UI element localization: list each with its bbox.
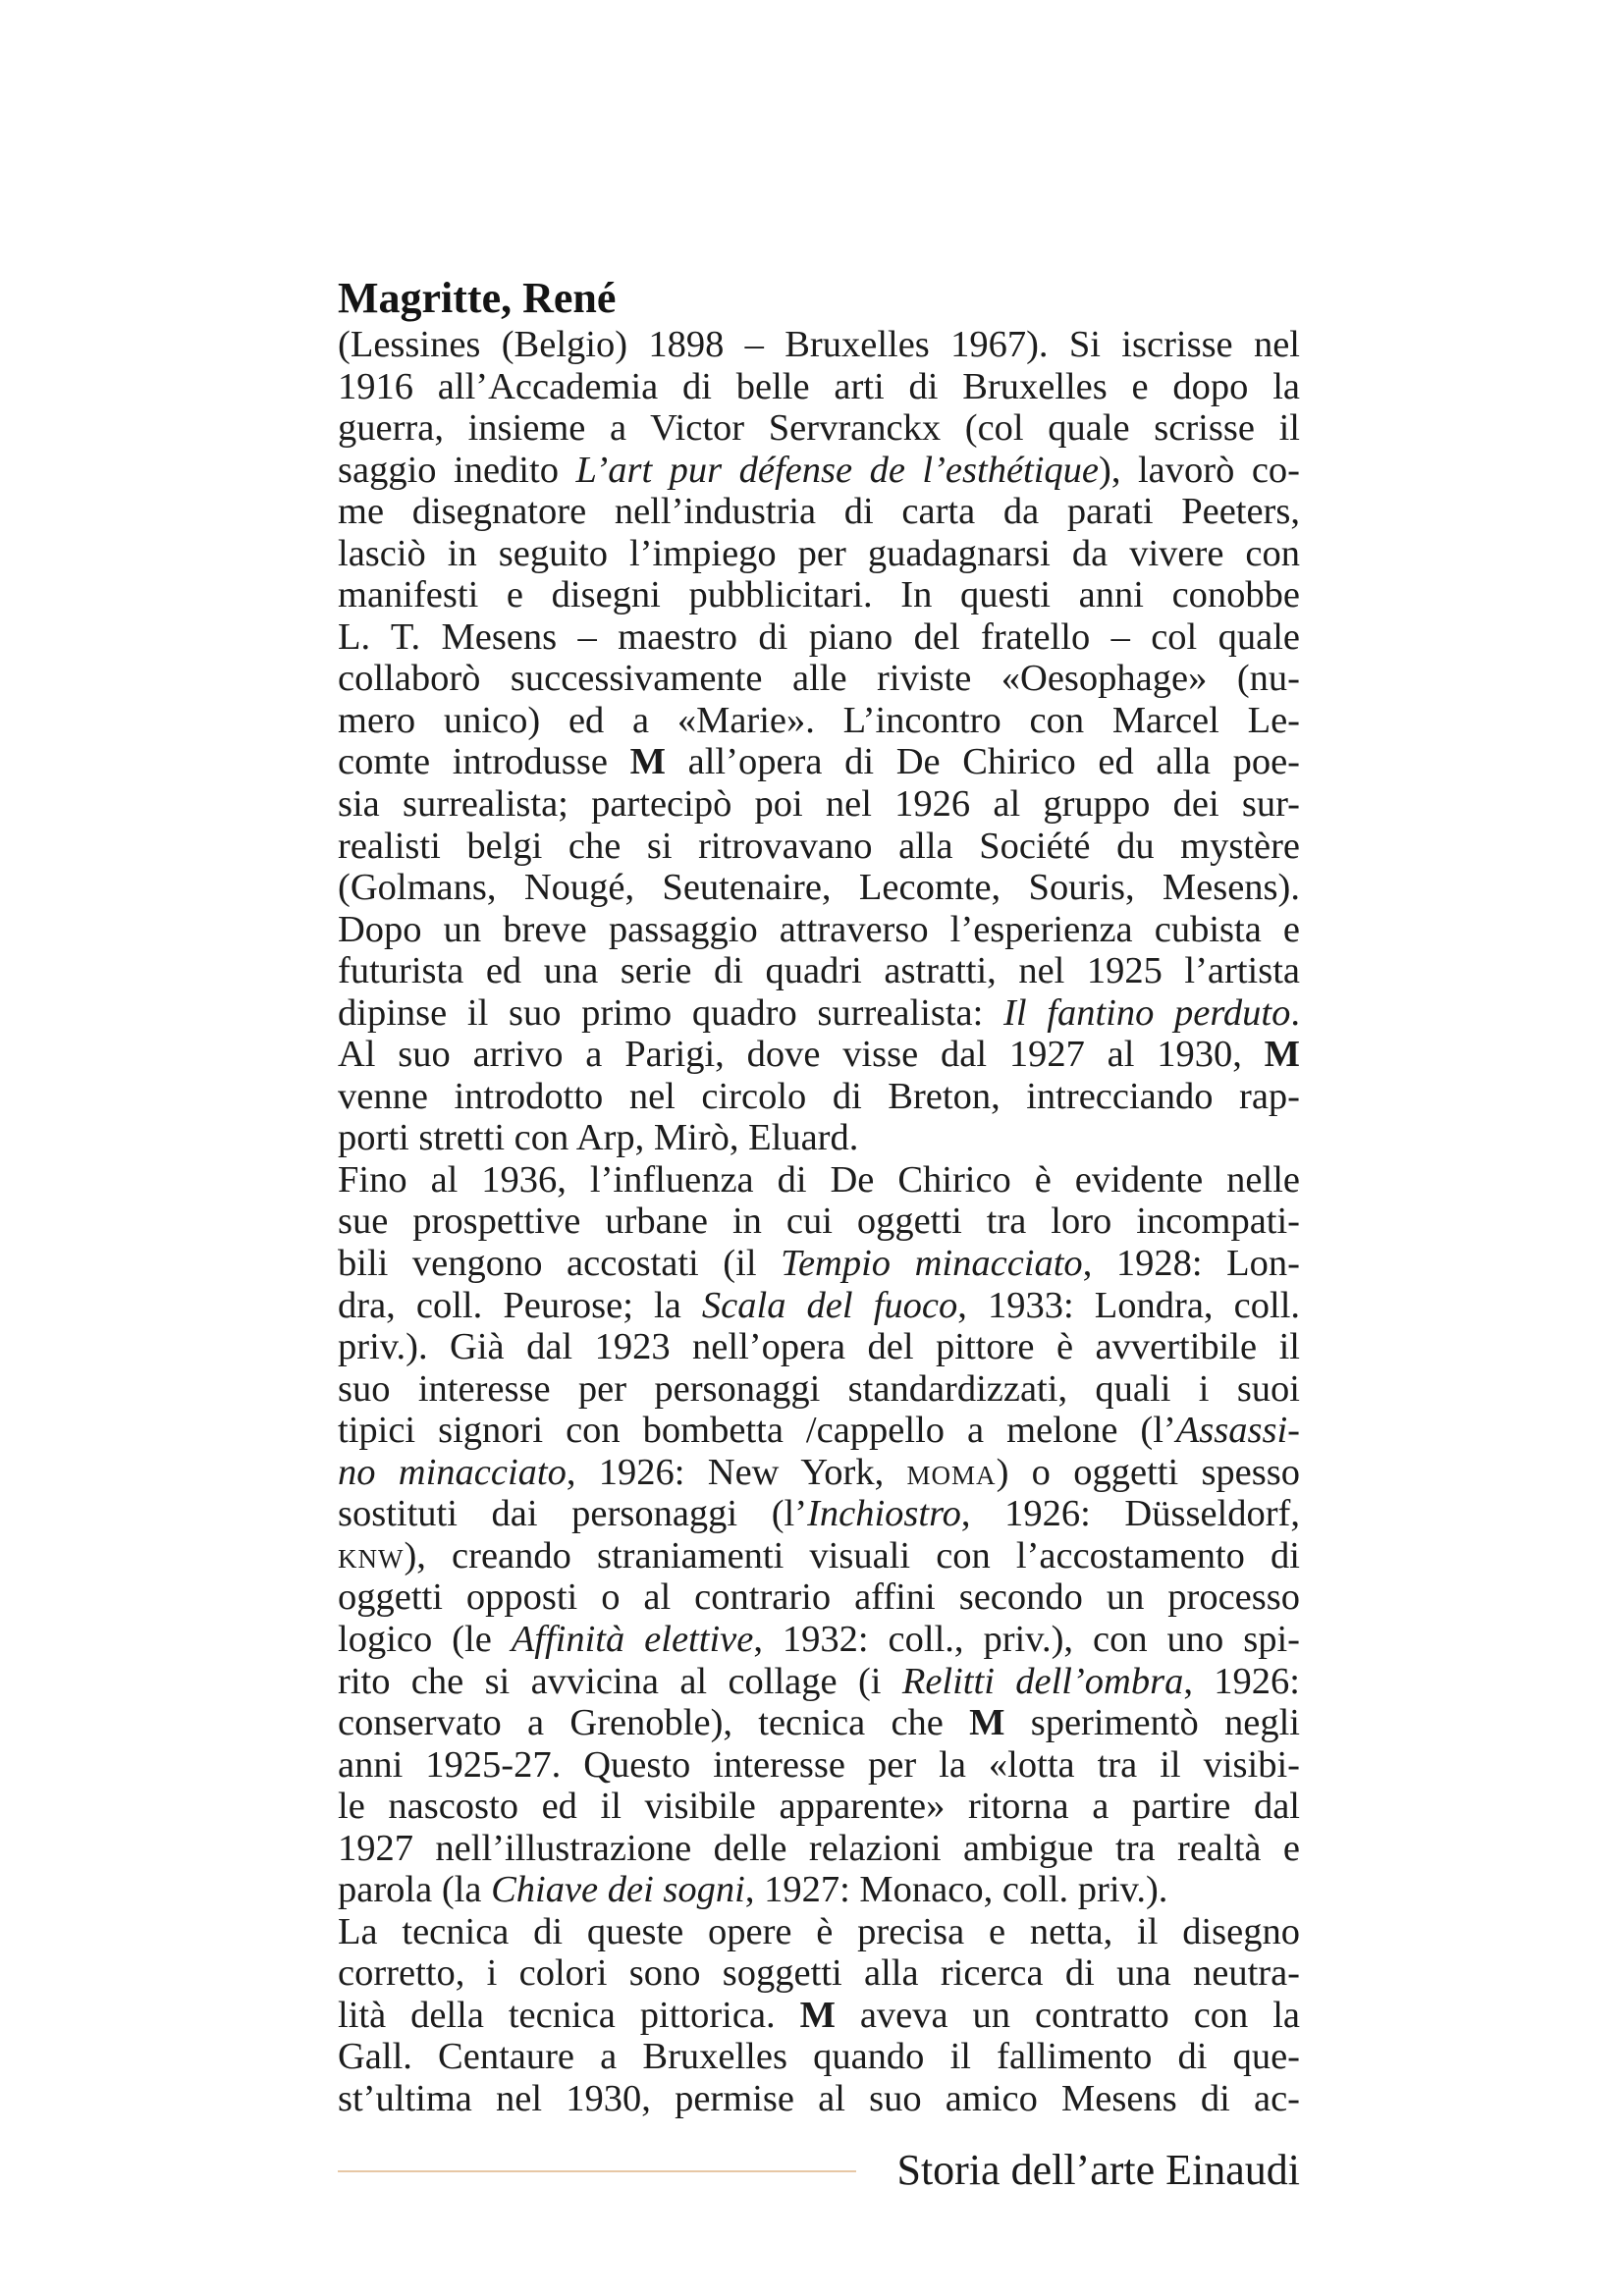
text-segment: parola (la [338, 1869, 492, 1911]
text-segment: me disegnatore nell’industria di carta da parati Peeters, [338, 491, 1300, 533]
entry-title: Magritte, René [338, 274, 617, 322]
text-segment: , 1932: coll., priv.), con uno spi- [753, 1618, 1300, 1660]
text-segment: futurista ed una serie di quadri astratti, nel 1925 l’artista [338, 950, 1300, 992]
text-segment: , 1926: New York, [566, 1451, 907, 1493]
text-segment: guerra, insieme a Victor Servranckx (col quale scrisse il [338, 407, 1300, 450]
text-segment: conservato a Grenoble), tecnica che [338, 1702, 970, 1744]
text-line [338, 533, 1300, 575]
text-line [338, 1619, 1300, 1661]
text-segment: lasciò in seguito l’impiego per guadagnarsi da vivere con [338, 532, 1300, 574]
artwork-title: no minacciato [338, 1451, 567, 1493]
text-line [338, 950, 1300, 992]
text-line [338, 1410, 1300, 1452]
text-line [338, 616, 1300, 659]
text-segment: , 1926: [1183, 1660, 1300, 1702]
entry-body [338, 324, 1300, 2120]
text-line [338, 658, 1300, 700]
text-line [338, 1576, 1300, 1619]
text-segment: 1916 all’Accademia di belle arti di Bruxelles e dopo la [338, 365, 1300, 407]
text-line [338, 1493, 1300, 1535]
text-segment: . [1290, 991, 1300, 1034]
text-segment: , 1933: Londra, coll. [957, 1284, 1301, 1326]
text-segment: , 1927: Monaco, coll. priv.). [744, 1869, 1168, 1911]
collection-acronym: knw [338, 1534, 405, 1576]
artwork-title: Chiave dei sogni [491, 1869, 745, 1911]
text-line [338, 741, 1300, 783]
text-segment: lità della tecnica pittorica. [338, 1994, 800, 2036]
text-line [338, 826, 1300, 868]
text-segment: realisti belgi che si ritrovavano alla Société du mystère [338, 825, 1300, 867]
text-line [338, 1201, 1300, 1243]
text-segment: aveva un contratto con la [835, 1994, 1300, 2036]
text-line [338, 1869, 1300, 1911]
text-segment: dra, coll. Peurose; la [338, 1284, 702, 1326]
text-line [338, 1786, 1300, 1828]
text-segment: corretto, i colori sono soggetti alla ricerca di una neutra- [338, 1952, 1300, 1995]
text-line [338, 909, 1300, 951]
text-segment: sostituti dai personaggi (l’ [338, 1493, 808, 1535]
text-line [338, 1995, 1300, 2037]
text-segment: st’ultima nel 1930, permise al suo amico Mesens di ac- [338, 2077, 1300, 2119]
footer-publication-title: Storia dell’arte Einaudi [896, 2146, 1300, 2194]
artwork-title: Assassi- [1175, 1410, 1300, 1452]
text-line [338, 407, 1300, 450]
text-segment: (Golmans, Nougé, Seutenaire, Lecomte, Souris, Mesens). [338, 867, 1300, 909]
text-line [338, 1326, 1300, 1368]
text-line [338, 1117, 1300, 1159]
text-line [338, 1243, 1300, 1285]
artwork-title: Il fantino perduto [1003, 991, 1291, 1034]
text-segment: logico (le [338, 1618, 512, 1660]
text-segment: tipici signori con bombetta /cappello a melone (l’ [338, 1410, 1176, 1452]
text-segment: sia surrealista; partecipò poi nel 1926 al gruppo dei sur- [338, 783, 1300, 826]
artwork-title: Tempio minacciato [781, 1243, 1083, 1285]
artist-abbreviation: M [629, 741, 666, 783]
text-line [338, 1452, 1300, 1494]
text-segment: saggio inedito [338, 449, 576, 491]
text-segment: Al suo arrivo a Parigi, dove visse dal 1927 al 1930, [338, 1034, 1265, 1076]
text-segment: le nascosto ed il visibile apparente» ritorna a partire dal [338, 1786, 1300, 1828]
text-segment: dipinse il suo primo quadro surrealista: [338, 991, 1004, 1034]
text-segment: mero unico) ed a «Marie». L’incontro con Marcel Le- [338, 699, 1300, 741]
text-segment: ), creando straniamenti visuali con l’accostamento di [404, 1534, 1300, 1576]
text-line [338, 1911, 1300, 1953]
artwork-title: Scala del fuoco [701, 1284, 958, 1326]
footer-rule [338, 2170, 856, 2172]
text-line [338, 574, 1300, 616]
text-segment: Fino al 1936, l’influenza di De Chirico è evidente nelle [338, 1158, 1300, 1201]
text-segment: comte introdusse [338, 741, 630, 783]
text-segment: priv.). Già dal 1923 nell’opera del pittore è avvertibile il [338, 1326, 1300, 1368]
text-line [338, 867, 1300, 909]
text-line [338, 1828, 1300, 1870]
text-segment: L. T. Mesens – maestro di piano del fratello – col quale [338, 615, 1300, 658]
text-line [338, 1368, 1300, 1411]
artist-abbreviation: M [1264, 1034, 1300, 1076]
text-line [338, 1744, 1300, 1787]
text-segment: La tecnica di queste opere è precisa e netta, il disegno [338, 1910, 1300, 1952]
text-line [338, 1034, 1300, 1076]
text-segment: , 1926: Düsseldorf, [960, 1493, 1300, 1535]
text-line [338, 783, 1300, 826]
text-segment: anni 1925-27. Questo interesse per la «lotta tra il visibi- [338, 1743, 1300, 1786]
text-segment: suo interesse per personaggi standardizzati, quali i suoi [338, 1367, 1300, 1410]
artwork-title: Inchiostro [807, 1493, 961, 1535]
text-segment: manifesti e disegni pubblicitari. In questi anni conobbe [338, 574, 1300, 616]
text-line [338, 1285, 1300, 1327]
text-segment: Dopo un breve passaggio attraverso l’esperienza cubista e [338, 908, 1300, 950]
text-segment: sperimentò negli [1004, 1702, 1300, 1744]
text-line [338, 491, 1300, 533]
text-segment: oggetti opposti o al contrario affini secondo un processo [338, 1576, 1300, 1619]
artwork-title: Affinità elettive [511, 1618, 754, 1660]
text-line [338, 2036, 1300, 2078]
text-line [338, 324, 1300, 366]
text-segment: all’opera di De Chirico ed alla poe- [666, 741, 1301, 783]
text-line [338, 1661, 1300, 1703]
artist-abbreviation: M [969, 1702, 1005, 1744]
text-segment: 1927 nell’illustrazione delle relazioni ambigue tra realtà e [338, 1827, 1300, 1869]
text-segment: bili vengono accostati (il [338, 1243, 782, 1285]
text-segment: ), lavorò co- [1099, 449, 1300, 491]
text-line [338, 2078, 1300, 2120]
text-segment: sue prospettive urbane in cui oggetti tra loro incompati- [338, 1201, 1300, 1243]
text-line [338, 700, 1300, 742]
artwork-title: L’art pur défense de l’esthétique [575, 449, 1100, 491]
text-segment: (Lessines (Belgio) 1898 – Bruxelles 1967). Si iscrisse nel [338, 324, 1300, 365]
text-segment: rito che si avvicina al collage (i [338, 1660, 902, 1702]
text-line [338, 366, 1300, 408]
text-line [338, 992, 1300, 1035]
text-line [338, 1076, 1300, 1118]
text-segment: collaborò successivamente alle riviste «Oesophage» (nu- [338, 658, 1300, 700]
artist-abbreviation: M [799, 1994, 836, 2036]
text-line [338, 1535, 1300, 1577]
text-segment: , 1928: Lon- [1082, 1243, 1300, 1285]
text-segment: Gall. Centaure a Bruxelles quando il fallimento di que- [338, 2036, 1300, 2078]
collection-acronym: moma [906, 1451, 997, 1493]
text-line [338, 450, 1300, 492]
artwork-title: Relitti dell’ombra [901, 1660, 1184, 1702]
text-segment: ) o oggetti spesso [996, 1451, 1300, 1493]
text-line [338, 1159, 1300, 1201]
text-segment: porti stretti con Arp, Mirò, Eluard. [338, 1117, 859, 1159]
text-segment: venne introdotto nel circolo di Breton, intrecciando rap- [338, 1075, 1300, 1117]
text-line [338, 1702, 1300, 1744]
text-line [338, 1952, 1300, 1995]
